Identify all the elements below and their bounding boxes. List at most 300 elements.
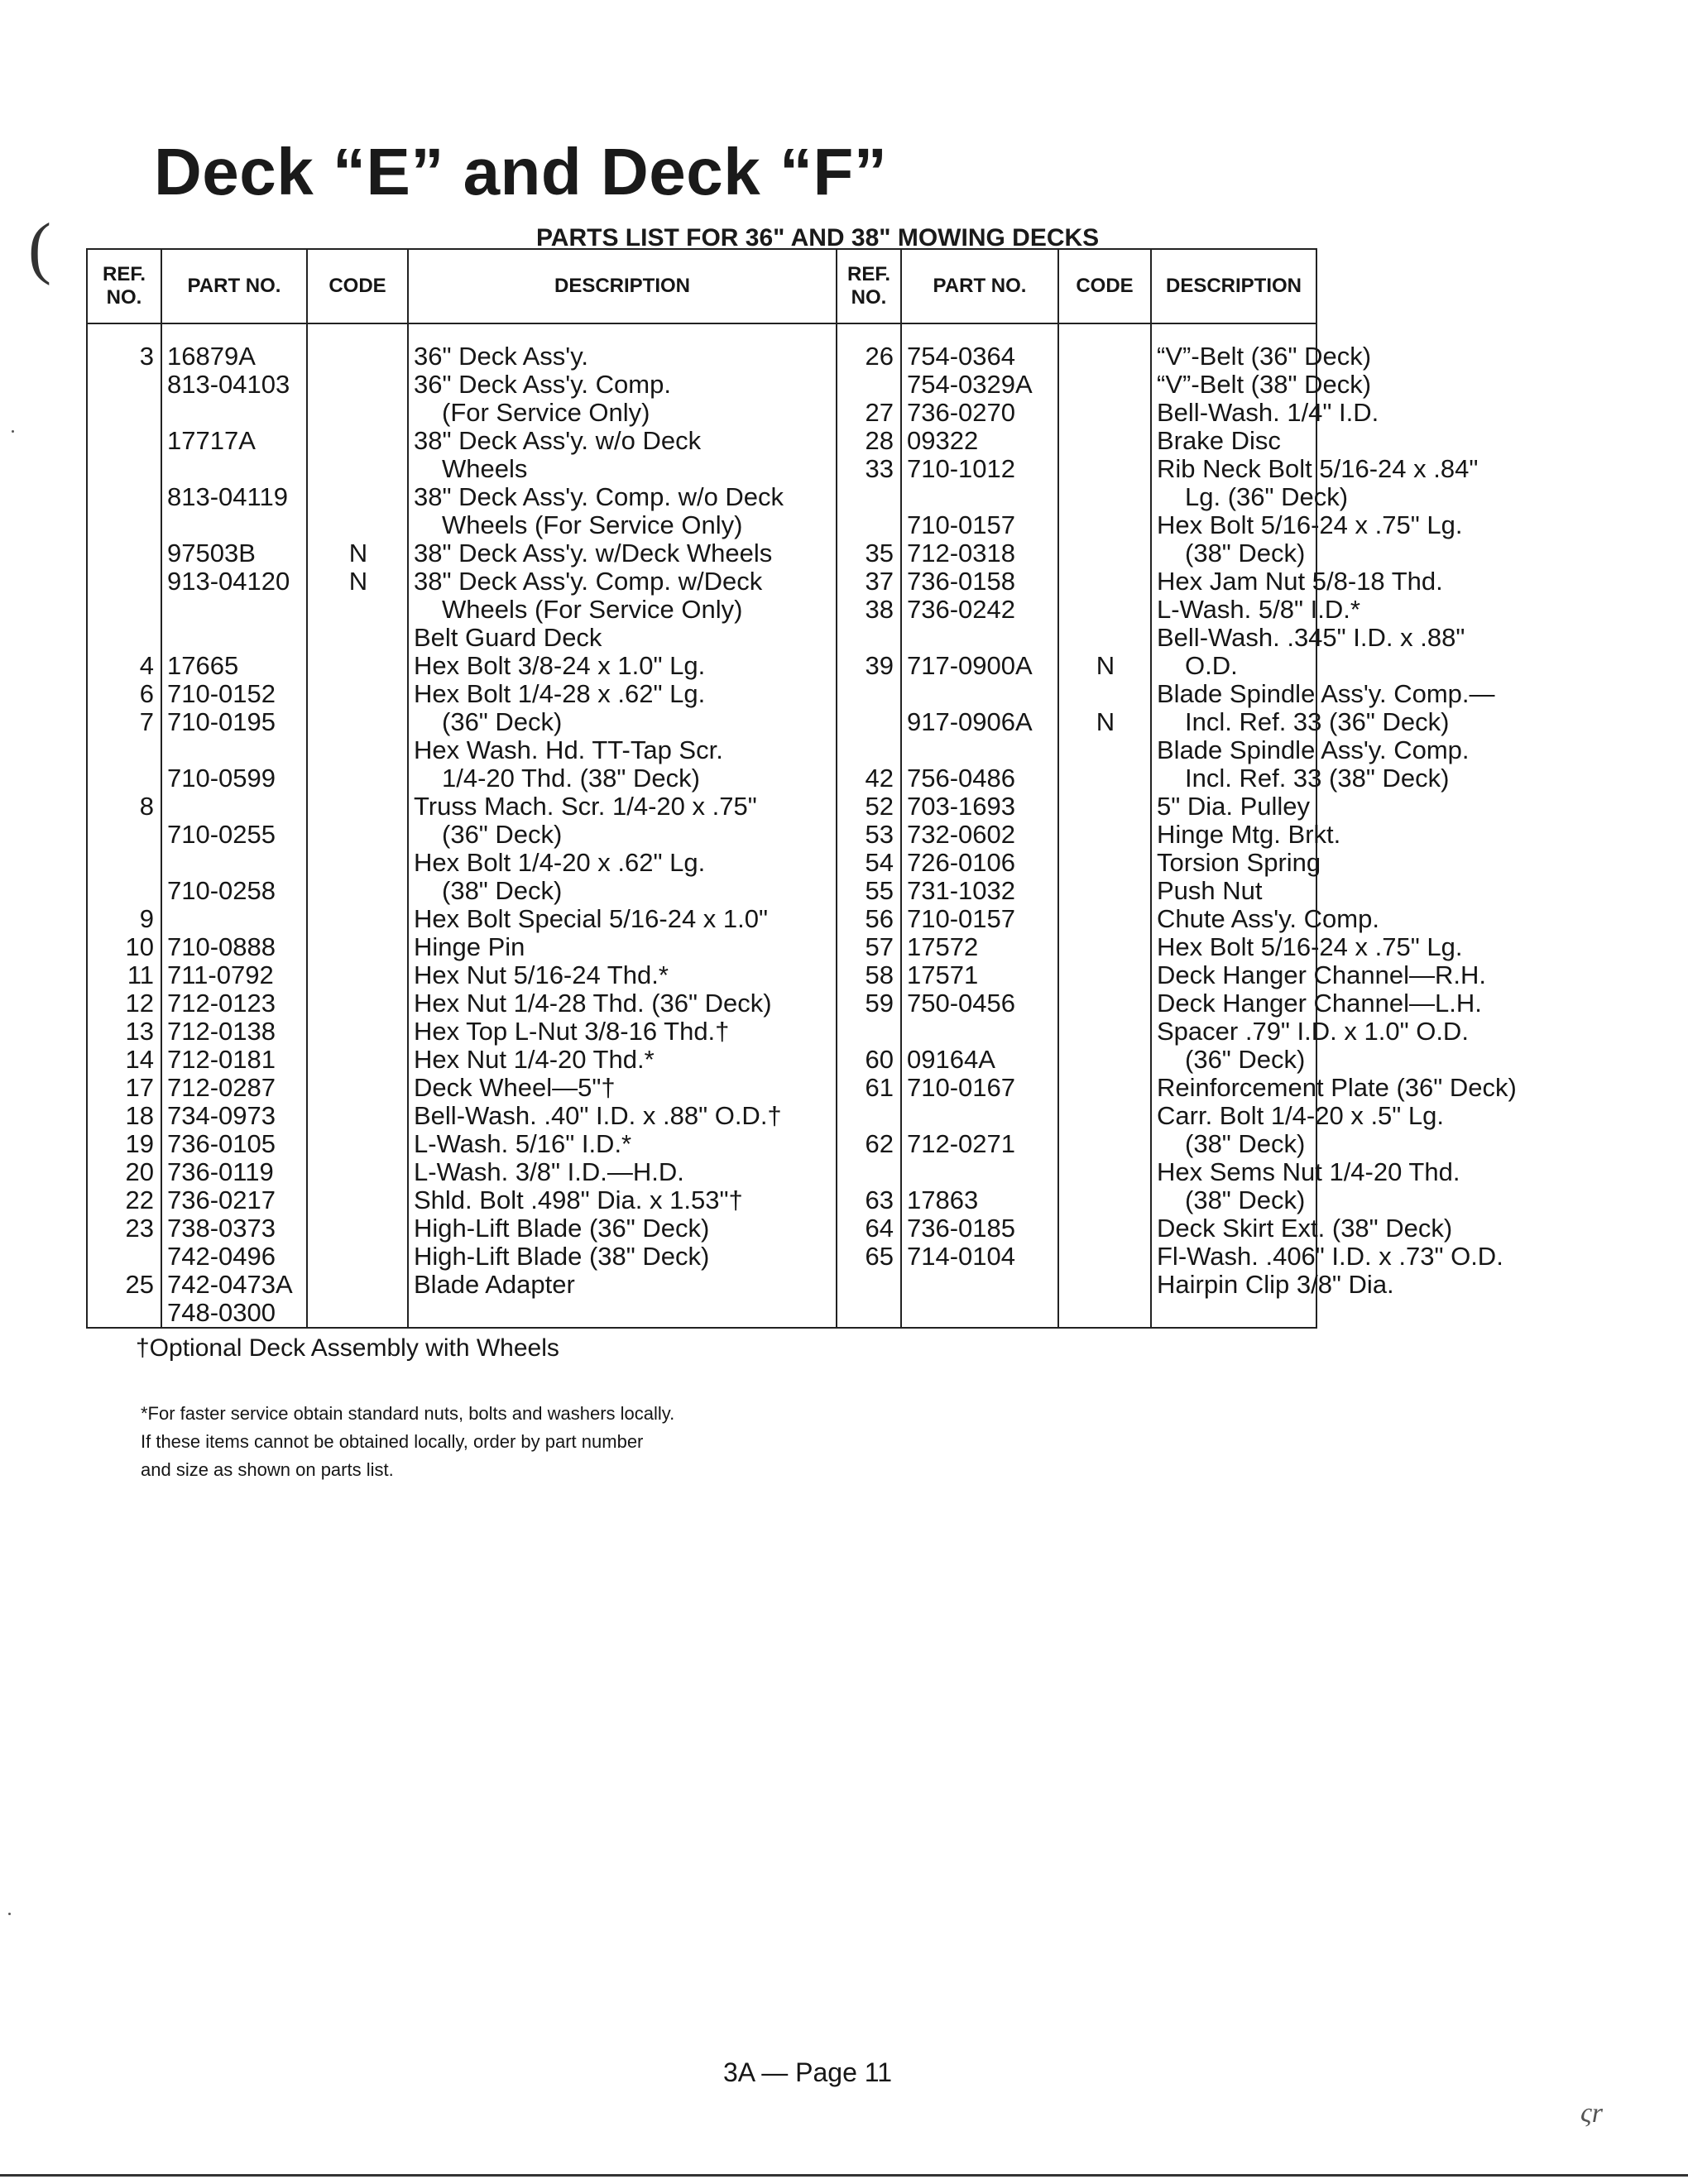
cell-line: 09322 — [907, 426, 979, 455]
cell-line: Push Nut — [1157, 876, 1263, 905]
cell-line: 6 — [139, 679, 154, 708]
header-ref-right: REF. NO. — [837, 249, 901, 323]
cell-line: 712-0271 — [907, 1129, 1016, 1158]
cell-line — [1064, 427, 1147, 455]
cell-line: 26 — [865, 342, 894, 371]
right-description-column — [1151, 323, 1517, 1328]
header-part-right: PART NO. — [901, 249, 1058, 323]
cell-line: Hinge Pin — [414, 932, 525, 961]
scan-speck — [8, 1913, 11, 1915]
header-ref-left: REF. NO. — [87, 249, 161, 323]
cell-line: 9 — [139, 904, 154, 933]
cell-line: High-Lift Blade (36" Deck) — [414, 1214, 710, 1243]
left-description-column — [408, 323, 837, 1328]
cell-line — [1064, 764, 1147, 793]
cell-line: 738-0373 — [167, 1214, 276, 1243]
cell-line: 736-0185 — [907, 1214, 1016, 1243]
cell-line: 712-0181 — [167, 1045, 276, 1074]
cell-line: 28 — [865, 426, 894, 455]
cell-line — [907, 483, 1054, 511]
cell-line — [93, 1243, 154, 1271]
cell-line: 917-0906A — [907, 707, 1033, 736]
cell-line: 4 — [139, 651, 154, 680]
cell-line: 710-0152 — [167, 679, 276, 708]
cell-line — [1064, 1046, 1147, 1074]
cell-line — [842, 1158, 894, 1186]
cell-line — [1064, 1130, 1147, 1158]
cell-line — [313, 455, 404, 483]
cell-line: 714-0104 — [907, 1242, 1016, 1271]
cell-line: (38" Deck) — [442, 876, 563, 905]
cell-line — [1064, 1186, 1147, 1214]
cell-line — [1064, 1214, 1147, 1243]
cell-line: Deck Hanger Channel—R.H. — [1157, 960, 1487, 989]
cell-line: Deck Hanger Channel—L.H. — [1157, 989, 1482, 1018]
cell-line: 736-0158 — [907, 567, 1016, 596]
cell-line: 17717A — [167, 426, 256, 455]
cell-line — [313, 989, 404, 1018]
cell-line: 14 — [125, 1045, 154, 1074]
cell-line — [1064, 568, 1147, 596]
cell-line: 56 — [865, 904, 894, 933]
cell-line: 57 — [865, 932, 894, 961]
cell-line: 754-0329A — [907, 370, 1033, 399]
cell-line: Incl. Ref. 33 (36" Deck) — [1185, 707, 1450, 736]
right-part-column — [901, 323, 1058, 1328]
page-title: Deck “E” and Deck “F” — [154, 135, 888, 208]
cell-line — [93, 371, 154, 399]
cell-line: 17 — [125, 1073, 154, 1102]
scan-speck — [12, 430, 14, 433]
cell-line: 913-04120 — [167, 567, 290, 596]
cell-line: 710-0195 — [167, 707, 276, 736]
cell-line: Chute Ass'y. Comp. — [1157, 904, 1379, 933]
cell-line — [313, 849, 404, 877]
cell-line: 736-0242 — [907, 595, 1016, 624]
cell-line: 09164A — [907, 1045, 995, 1074]
cell-line — [93, 511, 154, 539]
cell-line: 742-0473A — [167, 1270, 293, 1299]
cell-line: Bell-Wash. .40" I.D. x .88" O.D.† — [414, 1101, 782, 1130]
cell-line: 60 — [865, 1045, 894, 1074]
cell-line — [93, 624, 154, 652]
cell-line: 710-0888 — [167, 932, 276, 961]
cell-line — [313, 1243, 404, 1271]
footnote-standard-hardware — [141, 1400, 819, 1484]
cell-line: Torsion Spring — [1157, 848, 1321, 877]
cell-line — [313, 427, 404, 455]
cell-line: 35 — [865, 539, 894, 568]
margin-parenthesis: ( — [28, 209, 51, 286]
cell-line: 33 — [865, 454, 894, 483]
cell-line — [167, 624, 303, 652]
cell-line: 756-0486 — [907, 764, 1016, 793]
cell-line: 712-0318 — [907, 539, 1016, 568]
cell-line — [93, 764, 154, 793]
cell-line — [907, 736, 1054, 764]
cell-line: Incl. Ref. 33 (38" Deck) — [1185, 764, 1450, 793]
cell-line: 736-0119 — [167, 1157, 274, 1186]
footnote-optional-wheels: †Optional Deck Assembly with Wheels — [136, 1334, 559, 1362]
cell-line — [313, 483, 404, 511]
cell-line — [313, 596, 404, 624]
cell-line: 36" Deck Ass'y. Comp. — [414, 370, 671, 399]
cell-line: 8 — [139, 792, 154, 821]
cell-line: Hex Bolt 5/16-24 x .75" Lg. — [1157, 510, 1463, 539]
cell-line: O.D. — [1185, 651, 1238, 680]
cell-line — [313, 399, 404, 427]
cell-line: 62 — [865, 1129, 894, 1158]
cell-line — [842, 708, 894, 736]
cell-line: 20 — [125, 1157, 154, 1186]
cell-line — [167, 455, 303, 483]
header-code-right: CODE — [1058, 249, 1151, 323]
cell-line — [93, 849, 154, 877]
header-code-left: CODE — [307, 249, 408, 323]
cell-line: Hex Bolt 1/4-28 x .62" Lg. — [414, 679, 706, 708]
table-body-row — [87, 323, 1316, 1328]
cell-line: (36" Deck) — [1185, 1045, 1306, 1074]
cell-line — [313, 877, 404, 905]
cell-line: (For Service Only) — [442, 398, 650, 427]
cell-line: “V”-Belt (36" Deck) — [1157, 342, 1372, 371]
cell-line: 63 — [865, 1185, 894, 1214]
cell-line: 39 — [865, 651, 894, 680]
cell-line: 732-0602 — [907, 820, 1016, 849]
cell-line: Truss Mach. Scr. 1/4-20 x .75" — [414, 792, 757, 821]
cell-line — [907, 1158, 1054, 1186]
cell-line — [313, 1158, 404, 1186]
cell-line — [93, 821, 154, 849]
cell-line — [1064, 933, 1147, 961]
cell-line: 38 — [865, 595, 894, 624]
cell-line: Deck Skirt Ext. (38" Deck) — [1157, 1214, 1453, 1243]
cell-line — [313, 1299, 404, 1327]
cell-line: 55 — [865, 876, 894, 905]
cell-line — [1064, 1074, 1147, 1102]
cell-line — [313, 1074, 404, 1102]
cell-line — [313, 1130, 404, 1158]
footnote-line: *For faster service obtain standard nuts, bolts and washers locally. — [141, 1403, 675, 1424]
cell-line: Wheels — [442, 454, 528, 483]
cell-line: 65 — [865, 1242, 894, 1271]
cell-line — [1064, 399, 1147, 427]
cell-line — [1064, 989, 1147, 1018]
cell-line — [842, 483, 894, 511]
cell-line — [313, 1214, 404, 1243]
cell-line — [1064, 483, 1147, 511]
cell-line: N — [1096, 707, 1115, 736]
cell-line — [1064, 1243, 1147, 1271]
cell-line: 52 — [865, 792, 894, 821]
header-description-left: DESCRIPTION — [408, 249, 837, 323]
cell-line — [167, 793, 303, 821]
cell-line — [1064, 624, 1147, 652]
cell-line: Shld. Bolt .498" Dia. x 1.53"† — [414, 1185, 743, 1214]
cell-line: 37 — [865, 567, 894, 596]
cell-line: Hex Wash. Hd. TT-Tap Scr. — [414, 735, 723, 764]
cell-line: N — [348, 567, 368, 596]
cell-line — [93, 877, 154, 905]
cell-line: 710-0157 — [907, 904, 1016, 933]
cell-line — [842, 511, 894, 539]
cell-line — [313, 736, 404, 764]
cell-line — [313, 680, 404, 708]
cell-line: Reinforcement Plate (36" Deck) — [1157, 1073, 1517, 1102]
cell-line: Carr. Bolt 1/4-20 x .5" Lg. — [1157, 1101, 1445, 1130]
cell-line: Hex Top L-Nut 3/8-16 Thd.† — [414, 1017, 730, 1046]
cell-line: 712-0287 — [167, 1073, 276, 1102]
cell-line: L-Wash. 3/8" I.D.—H.D. — [414, 1157, 684, 1186]
left-ref-column — [87, 323, 161, 1328]
cell-line: Hex Nut 5/16-24 Thd.* — [414, 960, 669, 989]
cell-line — [842, 624, 894, 652]
cell-line — [167, 511, 303, 539]
cell-line — [93, 539, 154, 568]
cell-line — [1064, 511, 1147, 539]
handwritten-corner-mark: ςr — [1580, 2098, 1604, 2129]
cell-line: 711-0792 — [167, 960, 274, 989]
cell-line: Bell-Wash. .345" I.D. x .88" — [1157, 623, 1465, 652]
cell-line — [1064, 371, 1147, 399]
cell-line: 748-0300 — [167, 1298, 276, 1327]
cell-line — [842, 1102, 894, 1130]
cell-line — [167, 399, 303, 427]
cell-line: 813-04103 — [167, 370, 290, 399]
cell-line — [93, 596, 154, 624]
cell-line: 703-1693 — [907, 792, 1016, 821]
cell-line: (38" Deck) — [1185, 1129, 1306, 1158]
cell-line: 27 — [865, 398, 894, 427]
cell-line: Blade Spindle Ass'y. Comp. — [1157, 735, 1470, 764]
cell-line — [1064, 596, 1147, 624]
cell-line: 17572 — [907, 932, 979, 961]
cell-line: 38" Deck Ass'y. w/Deck Wheels — [414, 539, 773, 568]
cell-line: 97503B — [167, 539, 256, 568]
cell-line — [1064, 342, 1147, 371]
cell-line: 17571 — [907, 960, 979, 989]
cell-line: Rib Neck Bolt 5/16-24 x .84" — [1157, 454, 1479, 483]
cell-line: Brake Disc — [1157, 426, 1281, 455]
header-part-left: PART NO. — [161, 249, 307, 323]
cell-line: Blade Spindle Ass'y. Comp.— — [1157, 679, 1495, 708]
cell-line: 53 — [865, 820, 894, 849]
cell-line: 54 — [865, 848, 894, 877]
cell-line — [167, 736, 303, 764]
cell-line: 5" Dia. Pulley — [1157, 792, 1311, 821]
footnote-line: and size as shown on parts list. — [141, 1459, 394, 1480]
cell-line: Lg. (36" Deck) — [1185, 482, 1349, 511]
cell-line: 23 — [125, 1214, 154, 1243]
cell-line — [93, 399, 154, 427]
cell-line: Wheels (For Service Only) — [442, 510, 743, 539]
cell-line: Belt Guard Deck — [414, 623, 602, 652]
cell-line — [93, 736, 154, 764]
cell-line — [1064, 1102, 1147, 1130]
cell-line — [313, 793, 404, 821]
cell-line — [313, 708, 404, 736]
cell-line: L-Wash. 5/8" I.D.* — [1157, 595, 1360, 624]
cell-line: 25 — [125, 1270, 154, 1299]
cell-line: Hex Jam Nut 5/8-18 Thd. — [1157, 567, 1443, 596]
footnote-line: If these items cannot be obtained locally, order by part number — [141, 1431, 644, 1452]
cell-line: Hex Nut 1/4-20 Thd.* — [414, 1045, 655, 1074]
cell-line: 3 — [139, 342, 154, 371]
cell-line — [1064, 680, 1147, 708]
cell-line — [313, 371, 404, 399]
cell-line: 736-0105 — [167, 1129, 276, 1158]
cell-line — [907, 1018, 1054, 1046]
table-caption: PARTS LIST FOR 36" AND 38" MOWING DECKS — [536, 224, 1100, 251]
cell-line — [1064, 849, 1147, 877]
left-code-column — [307, 323, 408, 1328]
cell-line — [313, 1271, 404, 1299]
cell-line: 736-0270 — [907, 398, 1016, 427]
cell-line: 717-0900A — [907, 651, 1033, 680]
cell-line — [313, 624, 404, 652]
cell-line: 58 — [865, 960, 894, 989]
bottom-rule — [0, 2174, 1688, 2177]
cell-line: (38" Deck) — [1185, 1185, 1306, 1214]
cell-line: 12 — [125, 989, 154, 1018]
cell-line — [93, 568, 154, 596]
right-ref-column — [837, 323, 901, 1328]
cell-line — [1064, 821, 1147, 849]
cell-line — [313, 905, 404, 933]
cell-line — [1064, 961, 1147, 989]
cell-line: Wheels (For Service Only) — [442, 595, 743, 624]
cell-line: 742-0496 — [167, 1242, 276, 1271]
cell-line — [842, 371, 894, 399]
cell-line: 19 — [125, 1129, 154, 1158]
cell-line — [313, 1046, 404, 1074]
cell-line: Deck Wheel—5"† — [414, 1073, 616, 1102]
cell-line — [1064, 793, 1147, 821]
cell-line — [1064, 1018, 1147, 1046]
page-number: 3A — Page 11 — [723, 2057, 892, 2087]
cell-line — [313, 1186, 404, 1214]
cell-line: 38" Deck Ass'y. Comp. w/o Deck — [414, 482, 784, 511]
cell-line: 64 — [865, 1214, 894, 1243]
cell-line — [93, 455, 154, 483]
cell-line: 18 — [125, 1101, 154, 1130]
cell-line: 61 — [865, 1073, 894, 1102]
cell-line: 16879A — [167, 342, 256, 371]
cell-line — [313, 342, 404, 371]
cell-line — [313, 961, 404, 989]
cell-line: 36" Deck Ass'y. — [414, 342, 589, 371]
cell-line — [313, 1018, 404, 1046]
cell-line — [842, 680, 894, 708]
cell-line — [907, 624, 1054, 652]
cell-line — [93, 427, 154, 455]
cell-line: Hex Nut 1/4-28 Thd. (36" Deck) — [414, 989, 772, 1018]
cell-line: 38" Deck Ass'y. w/o Deck — [414, 426, 702, 455]
cell-line: 712-0123 — [167, 989, 276, 1018]
cell-line: Blade Adapter — [414, 1270, 575, 1299]
cell-line: 710-0255 — [167, 820, 276, 849]
cell-line: N — [1096, 651, 1115, 680]
cell-line: 710-0157 — [907, 510, 1016, 539]
cell-line: 38" Deck Ass'y. Comp. w/Deck — [414, 567, 763, 596]
cell-line — [907, 680, 1054, 708]
cell-line — [1064, 877, 1147, 905]
cell-line: 42 — [865, 764, 894, 793]
cell-line: 7 — [139, 707, 154, 736]
cell-line: 710-1012 — [907, 454, 1016, 483]
cell-line — [167, 849, 303, 877]
cell-line: N — [348, 539, 368, 568]
cell-line — [842, 1018, 894, 1046]
cell-line — [313, 652, 404, 680]
cell-line: Hex Bolt 3/8-24 x 1.0" Lg. — [414, 651, 706, 680]
cell-line: High-Lift Blade (38" Deck) — [414, 1242, 710, 1271]
cell-line — [1064, 455, 1147, 483]
cell-line — [167, 596, 303, 624]
cell-line: L-Wash. 5/16" I.D.* — [414, 1129, 632, 1158]
cell-line: Hex Sems Nut 1/4-20 Thd. — [1157, 1157, 1460, 1186]
cell-line — [313, 821, 404, 849]
cell-line: 17665 — [167, 651, 239, 680]
cell-line: (36" Deck) — [442, 707, 563, 736]
cell-line: Fl-Wash. .406" I.D. x .73" O.D. — [1157, 1242, 1503, 1271]
cell-line: 22 — [125, 1185, 154, 1214]
cell-line — [1064, 736, 1147, 764]
cell-line — [842, 736, 894, 764]
cell-line — [313, 511, 404, 539]
cell-line: Hex Bolt 5/16-24 x .75" Lg. — [1157, 932, 1463, 961]
cell-line: 754-0364 — [907, 342, 1016, 371]
cell-line: 734-0973 — [167, 1101, 276, 1130]
cell-line: Hex Bolt 1/4-20 x .62" Lg. — [414, 848, 706, 877]
cell-line: Hinge Mtg. Brkt. — [1157, 820, 1341, 849]
cell-line: 712-0138 — [167, 1017, 276, 1046]
cell-line — [313, 1102, 404, 1130]
cell-line: Hairpin Clip 3/8" Dia. — [1157, 1270, 1394, 1299]
cell-line — [93, 483, 154, 511]
cell-line: 59 — [865, 989, 894, 1018]
cell-line — [1064, 1158, 1147, 1186]
cell-line: 13 — [125, 1017, 154, 1046]
cell-line — [313, 933, 404, 961]
cell-line: 736-0217 — [167, 1185, 276, 1214]
parts-table — [86, 248, 1517, 1329]
cell-line: (36" Deck) — [442, 820, 563, 849]
cell-line — [167, 905, 303, 933]
cell-line: Hex Bolt Special 5/16-24 x 1.0" — [414, 904, 769, 933]
cell-line: “V”-Belt (38" Deck) — [1157, 370, 1372, 399]
cell-line: 710-0599 — [167, 764, 276, 793]
cell-line: Spacer .79" I.D. x 1.0" O.D. — [1157, 1017, 1469, 1046]
cell-line: 11 — [127, 960, 154, 989]
right-code-column — [1058, 323, 1151, 1328]
cell-line: 710-0258 — [167, 876, 276, 905]
table-header-row — [87, 249, 1316, 323]
cell-line — [313, 764, 404, 793]
cell-line — [1064, 905, 1147, 933]
left-part-column — [161, 323, 307, 1328]
cell-line: 726-0106 — [907, 848, 1016, 877]
header-description-right: DESCRIPTION — [1151, 249, 1316, 323]
cell-line: 1/4-20 Thd. (38" Deck) — [442, 764, 700, 793]
cell-line: 813-04119 — [167, 482, 288, 511]
cell-line: 10 — [125, 932, 154, 961]
cell-line — [907, 1102, 1054, 1130]
cell-line — [1064, 539, 1147, 568]
cell-line: 17863 — [907, 1185, 979, 1214]
cell-line: 710-0167 — [907, 1073, 1016, 1102]
cell-line: 731-1032 — [907, 876, 1016, 905]
